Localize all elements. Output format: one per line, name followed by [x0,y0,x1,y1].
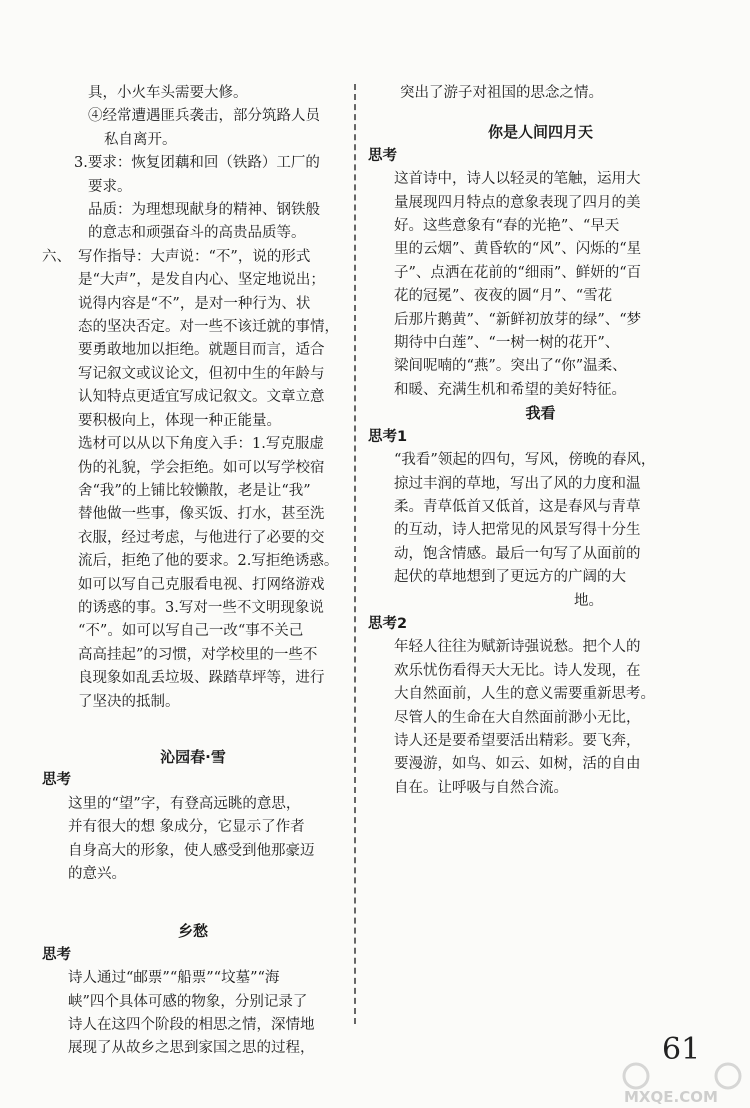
text-line: 态的坚决否定。对一些不该迁就的事情， [78,319,339,336]
text-line: 写作指导：大声说：“不”，说的形式 [78,248,311,265]
section-title: 我看 [525,404,556,423]
text-line: 期待中白莲”、“一树一树的花开”、 [394,335,620,352]
text-line: 量展现四月特点的意象表现了四月的美 [394,194,641,211]
section-label: 思考2 [368,615,408,632]
text-line: 私自离开。 [104,131,177,148]
text-line: 的互动，诗人把常见的风景写得十分生 [394,522,641,539]
text-line: 流后，拒绝了他的要求。2.写拒绝诱惑。 [78,553,339,570]
text-line: 动，饱含情感。最后一句写了从面前的 [394,545,641,562]
text-line: 伪的礼貌，学会拒绝。如可以写学校宿 [78,459,325,476]
text-line: 说得内容是“不”，是对一种行为、状 [78,295,311,312]
text-line: 梁间呢喃的“燕”。突出了“你”温柔、 [394,358,627,375]
text-line: 年轻人往往为赋新诗强说愁。把个人的 [394,639,641,656]
right-column [368,82,713,800]
text-line: 要求。 [88,178,132,195]
left-column [42,82,344,1061]
text-line: “不”。如可以写自己一改“事不关己 [78,623,304,640]
page-number: 61 [662,1032,701,1067]
text-line: 的意兴。 [68,866,126,882]
text-line: 良现象如乱丢垃圾、跺踏草坪等，进行 [78,670,325,687]
text-line: 诗人还是要希望要活出精彩。要飞奔， [394,732,641,749]
text-line: 自在。让呼吸与自然合流。 [394,779,568,796]
writing-guide-section [42,246,344,714]
text-line: ④经常遭遇匪兵袭击，部分筑路人员 [88,108,320,125]
text-line: “我看”领起的四句，写风，傍晚的春风， [394,452,656,469]
section-label: 思考 [42,946,71,963]
section-number: 六、 [42,248,71,265]
text-line: 衣服，经过考虑，与他进行了必要的交 [78,529,325,546]
section-label: 思考1 [368,428,408,445]
text-line: 选材可以从以下角度入手：1.写克服虚 [78,436,324,453]
section-title: 沁园春·雪 [160,747,226,766]
section-body [42,793,344,887]
section-body [368,168,713,402]
text-line: 柔。青草低首又低首，这是春风与青草 [394,498,641,515]
text-line: 和暖、充满生机和希望的美好特征。 [394,381,626,398]
text-line: 是“大声”，是发自内心、坚定地说出； [78,272,325,289]
text-line: 具，小火车头需要大修。 [88,85,248,101]
text-line: 的诱惑的事。3.写对一些不文明现象说 [78,599,324,616]
text-line: 了坚决的抵制。 [78,693,180,710]
text-line: 峡”四个具体可感的物象，分别记录了 [68,993,308,1010]
column-divider [354,84,356,1024]
text-line: 品质：为理想现献身的精神、钢铁般 [88,202,320,219]
text-line: 写记叙文或议论文，但初中生的年龄与 [78,365,325,382]
text-line: 诗人通过“邮票”“船票”“坟墓”“海 [68,970,280,987]
text-line: 子”、点洒在花前的“细雨”、鲜妍的“百 [394,264,642,281]
text-line: 3.要求：恢复团藕和回（铁路）工厂的 [74,155,320,172]
text-line: 地。 [574,592,603,609]
text-line: 展现了从故乡之思到家国之思的过程， [68,1040,315,1057]
text-line: 认知特点更适宜写成记叙文。文章立意 [78,389,325,406]
watermark-text: MXQE.COM [624,1088,718,1106]
section-label: 思考 [368,147,397,164]
text-line: 里的云烟”、黄昏软的“风”、闪烁的“星 [394,241,642,258]
text-line: 欢乐忧伤看得天大无比。诗人发现，在 [394,662,641,679]
text-line: 花的冠冕”、夜夜的圆“月”、“雪花 [394,288,613,305]
text-line: 掠过丰润的草地，写出了风的力度和温 [394,475,641,492]
text-line: 大自然面前，人生的意义需要重新思考。 [394,686,655,703]
text-line: 起伏的草地想到了更远方的广阔的大 [394,569,626,586]
text-line: 并有很大的想 象成分，它显示了作者 [68,819,305,836]
text-line: 后那片鹅黄”、“新鲜初放芽的绿”、“梦 [394,311,642,328]
text-line: 这里的“望”字，有登高远眺的意思， [68,795,301,812]
text-line: 自身高大的形象，使人感受到他那豪迈 [68,842,315,859]
section-title: 你是人间四月天 [487,123,593,142]
text-line: 要积极向上，体现一种正能量。 [78,412,281,429]
section-body [42,967,344,1061]
text-line: 舍“我”的上铺比较懒散，老是让“我” [78,482,311,499]
section-label: 思考 [42,772,71,789]
text-line: 诗人在这四个阶段的相思之情，深情地 [68,1017,315,1034]
text-line: 如可以写自己克服看电视、打网络游戏 [78,576,325,593]
section-title: 乡愁 [177,922,208,941]
text-line: 这首诗中，诗人以轻灵的笔触，运用大 [394,171,641,188]
text-line: 要漫游，如鸟、如云、如树，活的自由 [394,756,641,773]
text-line: 要勇敢地加以拒绝。就题目而言，适合 [78,342,325,359]
text-line: 高高挂起”的习惯，对学校里的一些不 [78,646,318,663]
watermark-logo [616,1060,746,1106]
section-body [368,449,713,613]
text-line: 的意志和顽强奋斗的高贵品质等。 [88,225,306,242]
text-line: 突出了游子对祖国的思念之情。 [400,85,603,101]
text-line: 好。这些意象有“春的光艳”、“早天 [394,218,620,235]
section-body [368,636,713,800]
text-line: 替他做一些事，像买饭、打水，甚至洗 [78,506,325,523]
text-line: 尽管人的生命在大自然面前渺小无比， [394,709,641,726]
